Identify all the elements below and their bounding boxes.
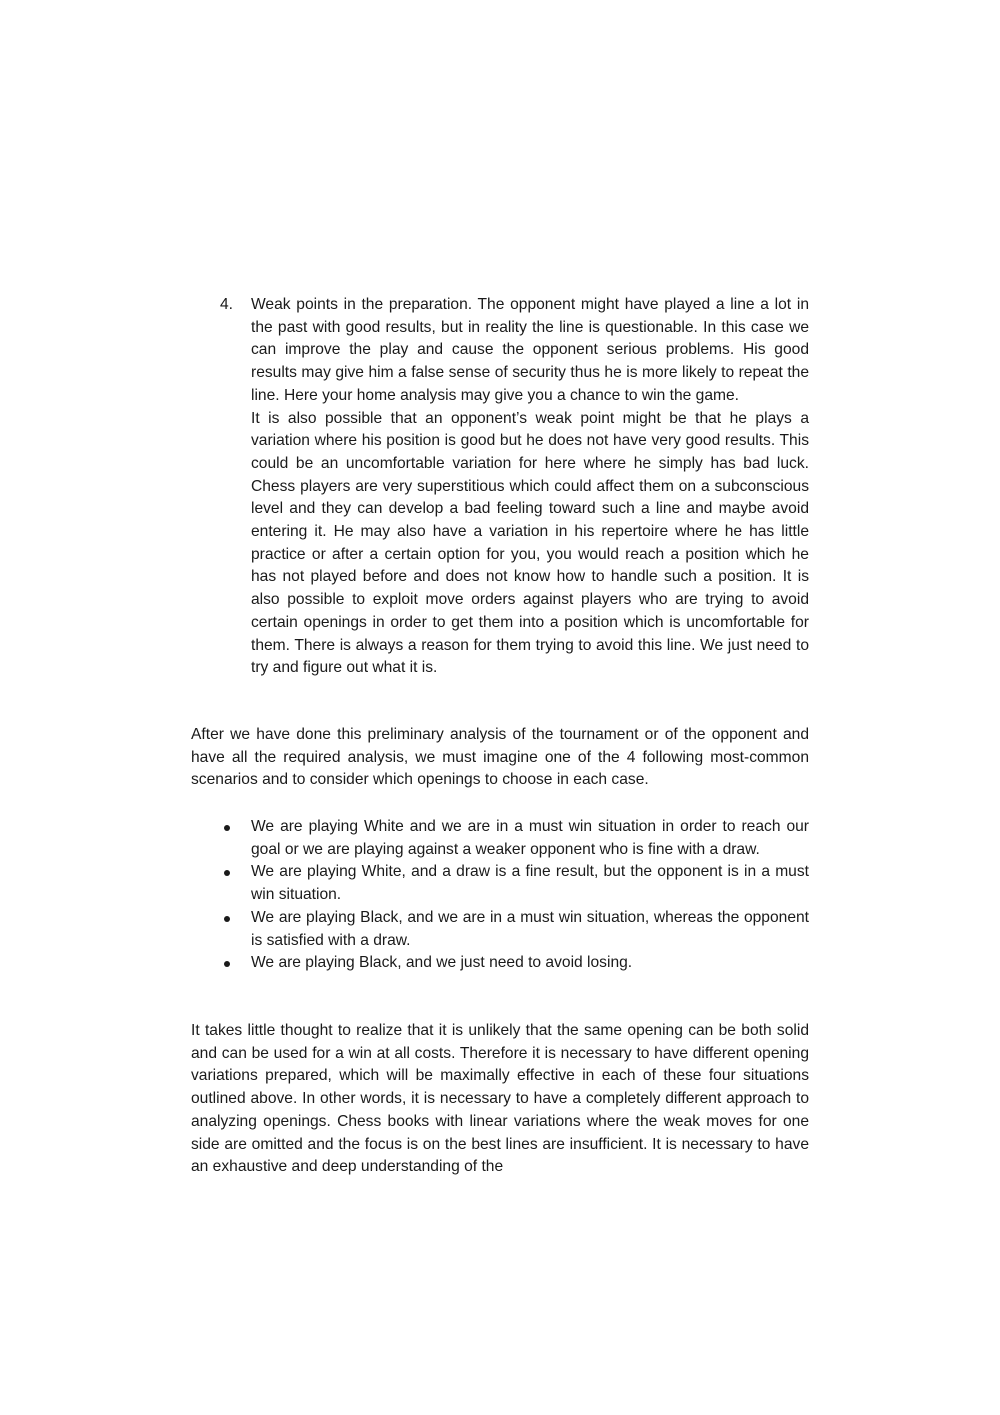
scenario-bullet-item: [191, 952, 809, 975]
scenario-text: We are playing Black, and we are in a must win situation, whereas the opponent is satisfied with a draw.: [251, 908, 809, 949]
scenario-bullet-list: [191, 816, 809, 975]
list-number: 4.: [220, 296, 234, 313]
scenario-bullet-item: [191, 907, 809, 952]
bullet-dot-icon: [224, 916, 230, 922]
scenario-text: We are playing Black, and we just need to avoid losing.: [251, 954, 633, 972]
bullet-dot-icon: [224, 961, 230, 967]
scenario-bullet-item: [191, 861, 809, 906]
bullet-dot-icon: [224, 870, 230, 876]
intro-paragraph: After we have done this preliminary analysis of the tournament or of the opponent and have all the required analysis, we must imagine one of the 4 following most-common scenarios and to consider which openings to choose in each case.: [191, 726, 809, 789]
scenario-text: We are playing White and we are in a must win situation in order to reach our goal or we are playing against a weaker opponent who is fine with a draw.: [251, 818, 809, 858]
scenario-bullet-item: [191, 816, 809, 861]
bullet-dot-icon: [224, 825, 230, 831]
closing-paragraph: It takes little thought to realize that it is unlikely that the same opening can be both solid and can be used for a win at all costs. Therefore it is necessary to have different opening variations prepared, which will be maximally effective in each of these four situations outlined above. In other words, it is necessary to have a completely different approach to analyzing openings. Chess books with linear variations where the weak moves for one side are omitted and the focus is on the best lines are insufficient. It is necessary to have an exhaustive and deep understanding of the: [191, 1022, 809, 1176]
item-paragraph-weak-points: Weak points in the preparation. The opponent might have played a line a lot in the past with good results, but in reality the line is questionable. In this case we can improve the play and cause the opponent serious problems. His good results may give him a false sense of security thus he is more likely to repeat the line. Here your home analysis may give you a chance to win the game.: [251, 296, 809, 404]
list-item-body: [251, 294, 809, 680]
scenario-text: We are playing White, and a draw is a fine result, but the opponent is in a must win situation.: [251, 863, 809, 904]
item-paragraph-superstition: It is also possible that an opponent’s weak point might be that he plays a variation where his position is good but he does not have very good results. This could be an uncomfortable variation for here where he simply has bad luck. Chess players are very superstitious which could affect them on a subconscious level and they can develop a bad feeling toward such a line and maybe avoid entering it. He may also have a variation in his repertoire where he has little practice or after a certain option for you, you would reach a position which he has not played before and does not know how to handle such a position. It is also possible to exploit move orders against players who are trying to avoid certain openings in order to get them into a position which is uncomfortable for them. There is always a reason for them trying to avoid this line. We just need to try and figure out what it is.: [251, 409, 809, 677]
